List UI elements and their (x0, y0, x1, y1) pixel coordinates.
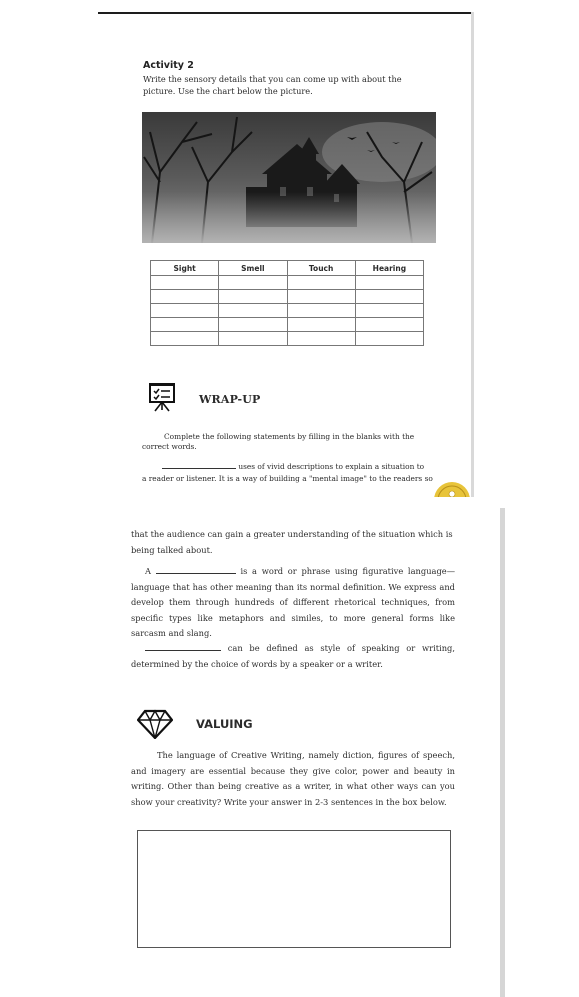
item-3-text: can be defined as style of speaking or writing, determined by the choice of words by a speaker or a writer. (131, 643, 455, 669)
activity-title: Activity 2 (143, 60, 194, 71)
table-cell[interactable] (355, 276, 423, 290)
page-top-rule (98, 12, 474, 14)
item-2-text: is a word or phrase using figurative language—language that has other meaning than its normal definition. We express and develop them through hundreds of different rhetorical techniques, from specific types like metaphors and similes, to more general forms like sarcasm and slang. (131, 566, 455, 639)
table-cell[interactable] (219, 276, 287, 290)
table-cell[interactable] (287, 332, 355, 346)
table-cell[interactable] (219, 318, 287, 332)
table-cell[interactable] (355, 318, 423, 332)
haunted-house-photo (142, 112, 436, 243)
wrap-up-item-1-line-2: a reader or listener. It is a way of building a "mental image" to the readers so (142, 474, 433, 483)
valuing-text: The language of Creative Writing, namely diction, figures of speech, and imagery are essential because they give color, power and beauty in writing. Other than being creative as a writer, in what other ways can you show your creativity? Write your answer in 2-3 sentences in the box below. (131, 750, 455, 807)
page-two-edge (500, 508, 505, 997)
table-cell[interactable] (355, 304, 423, 318)
presentation-board-icon (149, 382, 175, 412)
table-cell[interactable] (287, 318, 355, 332)
table-cell[interactable] (219, 304, 287, 318)
table-cell[interactable] (219, 332, 287, 346)
wrap-up-item-3 (131, 641, 455, 672)
table-row (151, 332, 424, 346)
table-cell[interactable] (287, 290, 355, 304)
header-sight: Sight (151, 261, 219, 276)
header-hearing: Hearing (355, 261, 423, 276)
table-cell[interactable] (219, 290, 287, 304)
table-cell[interactable] (151, 290, 219, 304)
table-cell[interactable] (151, 304, 219, 318)
table-cell[interactable] (151, 276, 219, 290)
diamond-icon (137, 709, 173, 739)
table-cell[interactable] (355, 290, 423, 304)
wrap-up-item-1-continued: that the audience can gain a greater understanding of the situation which is being talked about. (131, 529, 453, 555)
table-cell[interactable] (151, 318, 219, 332)
table-row (151, 276, 424, 290)
item-2-prefix: A (145, 566, 151, 576)
header-smell: Smell (219, 261, 287, 276)
sensory-details-table (150, 260, 424, 346)
page-edge-shadow (471, 12, 474, 497)
table-cell[interactable] (287, 276, 355, 290)
table-cell[interactable] (287, 304, 355, 318)
table-row (151, 318, 424, 332)
item-1-text: uses of vivid descriptions to explain a situation to (238, 462, 425, 471)
wrap-up-title: WRAP-UP (199, 393, 261, 406)
blank-field-2[interactable] (156, 565, 236, 574)
table-cell[interactable] (355, 332, 423, 346)
wrap-up-item-1 (162, 460, 432, 472)
valuing-title: VALUING (196, 717, 253, 731)
wrap-up-instruction-cont: correct words. (142, 442, 197, 451)
blank-field-3[interactable] (145, 642, 221, 651)
blank-field-1[interactable] (162, 460, 236, 469)
header-touch: Touch (287, 261, 355, 276)
table-row (151, 304, 424, 318)
activity-instruction: Write the sensory details that you can come up with about the picture. Use the chart below the picture. (143, 74, 402, 96)
valuing-paragraph (131, 748, 455, 810)
wrap-up-item-2 (131, 564, 455, 642)
table-cell[interactable] (151, 332, 219, 346)
wrap-up-instruction: Complete the following statements by filling in the blanks with the (164, 432, 415, 441)
answer-box[interactable] (137, 830, 451, 948)
table-row (151, 290, 424, 304)
